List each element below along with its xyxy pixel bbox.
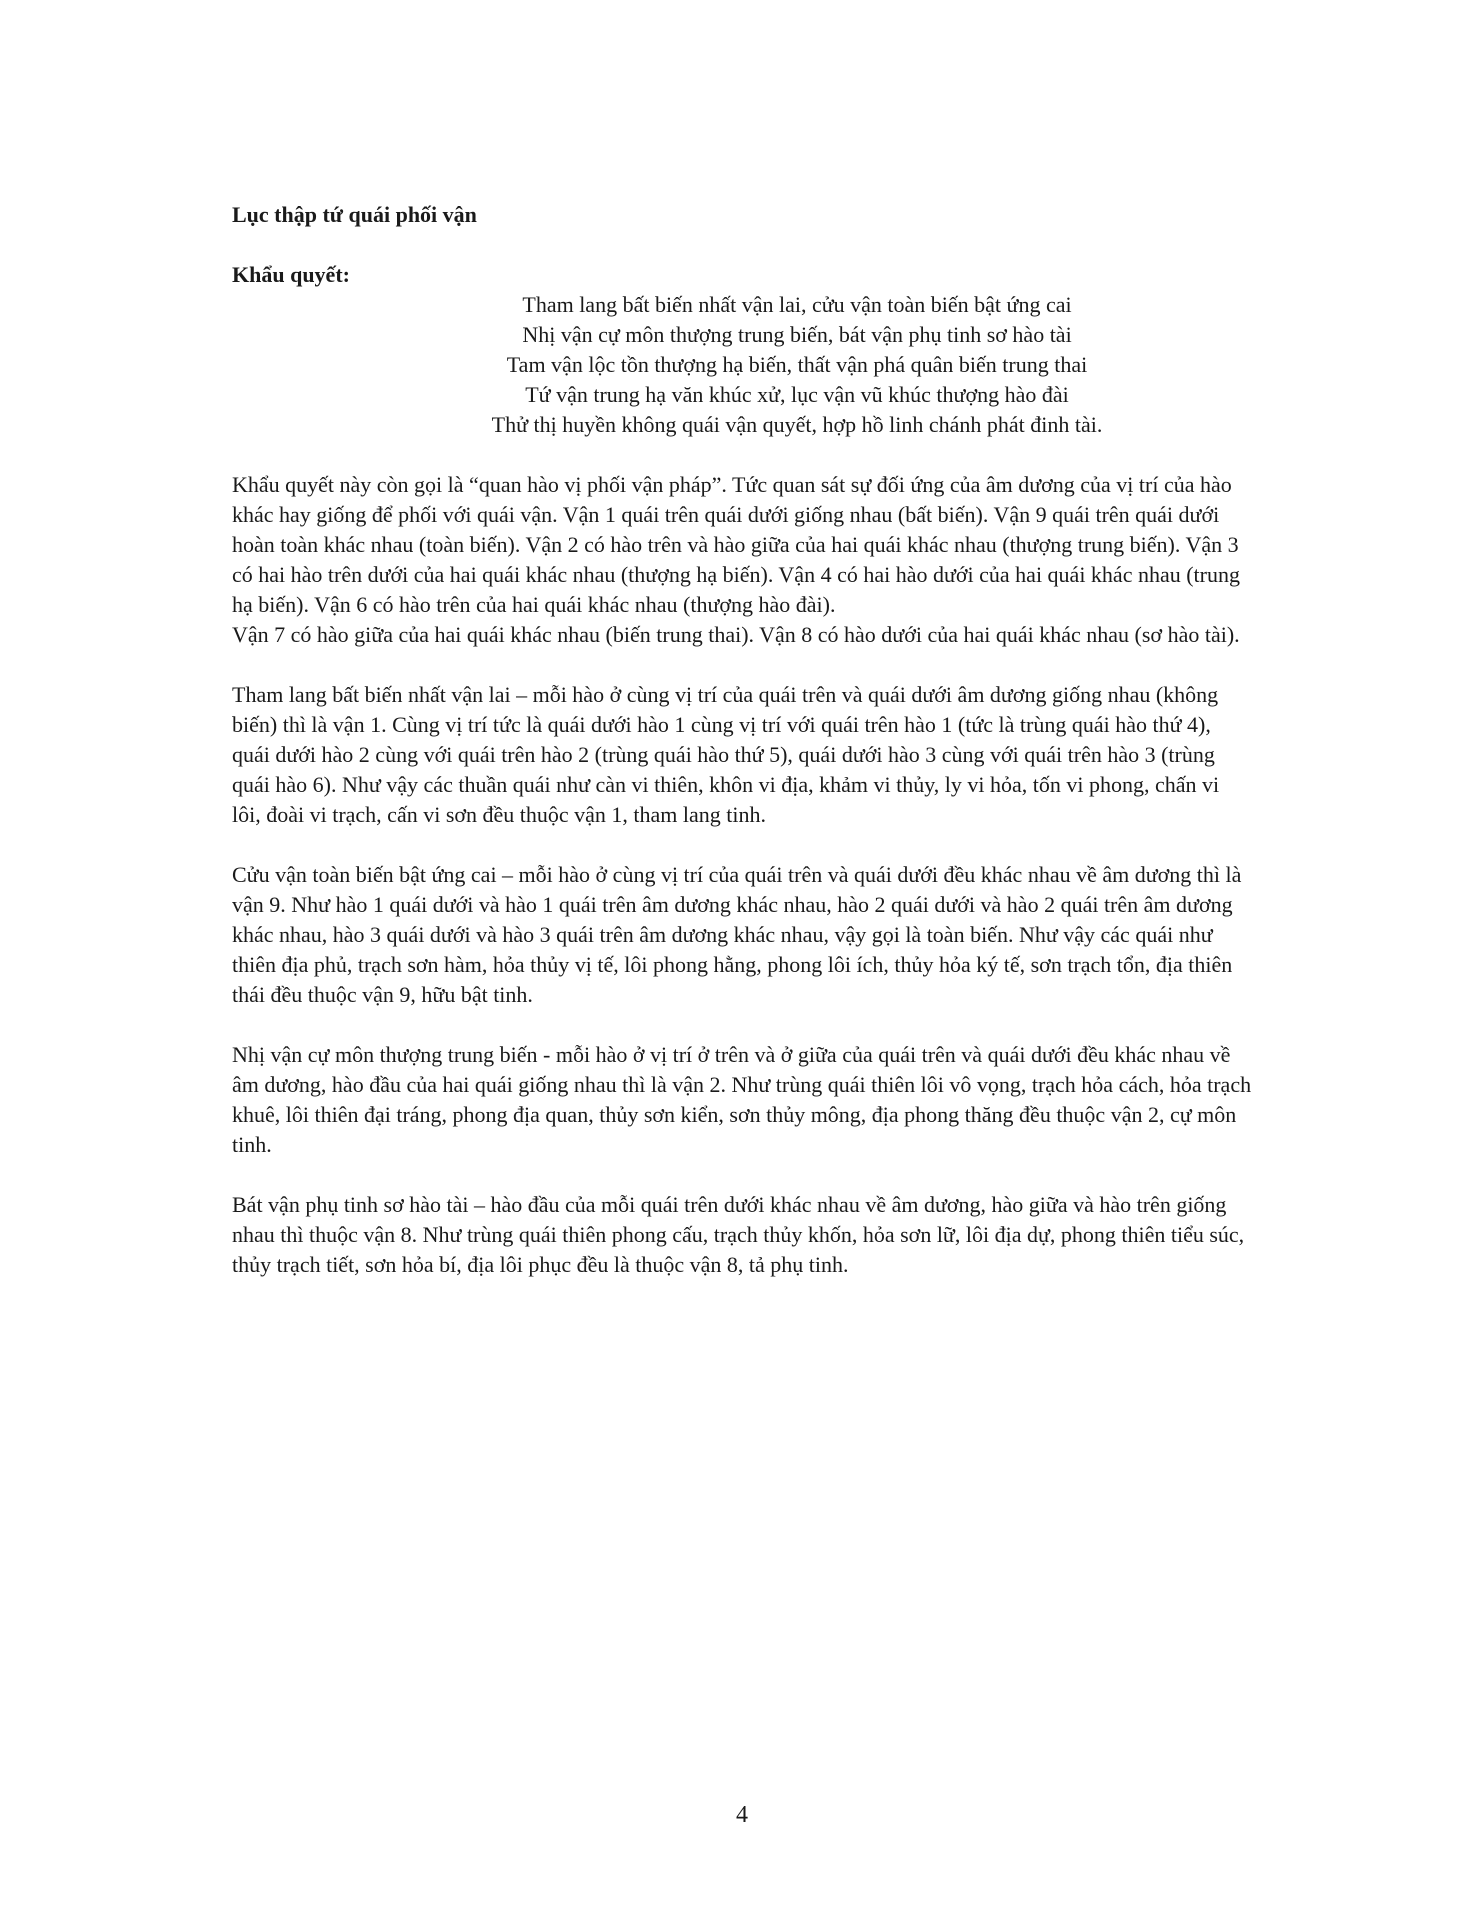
page-number: 4 bbox=[736, 1802, 748, 1828]
paragraph: Cửu vận toàn biến bật ứng cai – mỗi hào ở cùng vị trí của quái trên và quái dưới đều khác nhau về âm dương thì là vận 9. Như hào 1 quái dưới và hào 1 quái trên âm dương khác nhau, hào 2 quái dưới và hào 2 quái trên âm dương khác nhau, hào 3 quái dưới và hào 3 quái trên âm dương khác nhau, vậy gọi là toàn biến. Như vậy các quái như thiên địa phủ, trạch sơn hàm, hỏa thủy vị tế, lôi phong hằng, phong lôi ích, thủy hỏa ký tế, sơn trạch tổn, địa thiên thái đều thuộc vận 9, hữu bật tinh. bbox=[232, 862, 1242, 1007]
document-title: Lục thập tứ quái phối vận bbox=[232, 202, 477, 227]
paragraph: Khẩu quyết này còn gọi là “quan hào vị phối vận pháp”. Tức quan sát sự đối ứng của âm dương của vị trí của hào khác hay giống để phối với quái vận. Vận 1 quái trên quái dưới giống nhau (bất biến). Vận 9 quái trên quái dưới hoàn toàn khác nhau (toàn biến). Vận 2 có hào trên và hào giữa của hai quái khác nhau (thượng trung biến). Vận 3 có hai hào trên dưới của hai quái khác nhau (thượng hạ biến). Vận 4 có hai hào dưới của hai quái khác nhau (trung hạ biến). Vận 6 có hào trên của hai quái khác nhau (thượng hào đài). bbox=[232, 472, 1240, 617]
verse-line: Tam vận lộc tồn thượng hạ biến, thất vận phá quân biến trung thai bbox=[506, 352, 1088, 377]
verse-line: Thử thị huyền không quái vận quyết, hợp hồ linh chánh phát đinh tài. bbox=[491, 412, 1103, 437]
verse-block bbox=[232, 290, 1252, 440]
verse-line: Nhị vận cự môn thượng trung biến, bát vận phụ tinh sơ hào tài bbox=[522, 322, 1072, 347]
document-body bbox=[232, 200, 1252, 1310]
verse-heading: Khẩu quyết: bbox=[232, 262, 350, 287]
verse-line: Tham lang bất biến nhất vận lai, cửu vận toàn biến bật ứng cai bbox=[522, 292, 1072, 317]
verse-line: Tứ vận trung hạ văn khúc xử, lục vận vũ khúc thượng hào đài bbox=[525, 382, 1069, 407]
paragraph: Vận 7 có hào giữa của hai quái khác nhau (biến trung thai). Vận 8 có hào dưới của hai quái khác nhau (sơ hào tài). bbox=[232, 622, 1240, 647]
paragraph: Nhị vận cự môn thượng trung biến - mỗi hào ở vị trí ở trên và ở giữa của quái trên và quái dưới đều khác nhau về âm dương, hào đầu của hai quái giống nhau thì là vận 2. Như trùng quái thiên lôi vô vọng, trạch hỏa cách, hỏa trạch khuê, lôi thiên đại tráng, phong địa quan, thủy sơn kiển, sơn thủy mông, địa phong thăng đều thuộc vận 2, cự môn tinh. bbox=[232, 1042, 1252, 1157]
paragraph: Tham lang bất biến nhất vận lai – mỗi hào ở cùng vị trí của quái trên và quái dưới âm dương giống nhau (không biến) thì là vận 1. Cùng vị trí tức là quái dưới hào 1 cùng vị trí với quái trên hào 1 (tức là trùng quái hào thứ 4), quái dưới hào 2 cùng với quái trên hào 2 (trùng quái hào thứ 5), quái dưới hào 3 cùng với quái trên hào 3 (trùng quái hào 6). Như vậy các thuần quái như càn vi thiên, khôn vi địa, khảm vi thủy, ly vi hỏa, tốn vi phong, chấn vi lôi, đoài vi trạch, cấn vi sơn đều thuộc vận 1, tham lang tinh. bbox=[232, 682, 1220, 827]
paragraph: Bát vận phụ tinh sơ hào tài – hào đầu của mỗi quái trên dưới khác nhau về âm dương, hào giữa và hào trên giống nhau thì thuộc vận 8. Như trùng quái thiên phong cấu, trạch thủy khốn, hỏa sơn lữ, lôi địa dự, phong thiên tiểu súc, thủy trạch tiết, sơn hỏa bí, địa lôi phục đều là thuộc vận 8, tả phụ tinh. bbox=[232, 1192, 1245, 1277]
